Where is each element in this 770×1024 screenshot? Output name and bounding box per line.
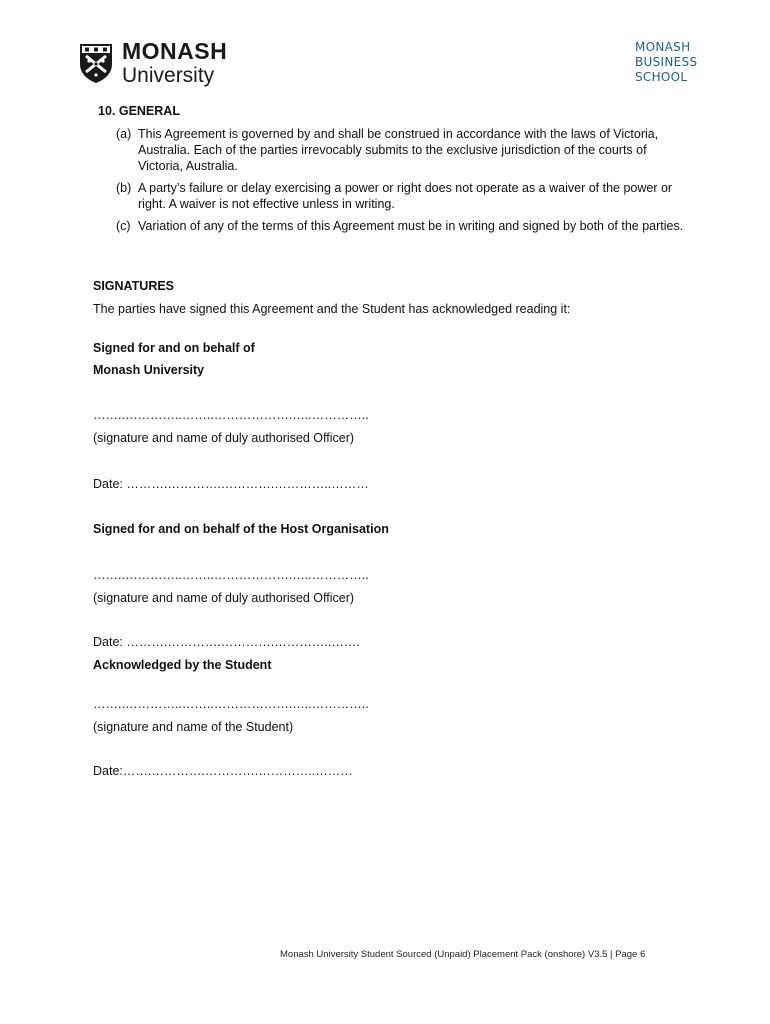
- clause-c: [116, 218, 686, 234]
- student-date-field[interactable]: Date:…….………….………….…………..………: [93, 764, 353, 778]
- logo-monash-text: MONASH: [122, 38, 228, 64]
- monash-signature-caption: (signature and name of duly authorised Officer): [93, 431, 355, 445]
- clause-a: [116, 126, 686, 174]
- monash-crest-icon: [78, 42, 114, 84]
- logo-university-text: University: [122, 64, 215, 87]
- clause-b: [116, 180, 686, 212]
- monash-signature-line[interactable]: ……..…………..……..……………….…..…………..: [93, 408, 369, 422]
- clause-label: (b): [116, 181, 132, 195]
- monash-date-field[interactable]: Date: ……….………….………….…………..………: [93, 477, 369, 491]
- business-school-line1: MONASH: [635, 40, 691, 54]
- monash-university-logo: [78, 40, 227, 86]
- student-acknowledgement-heading: Acknowledged by the Student: [93, 658, 272, 672]
- signatures-intro: The parties have signed this Agreement and the Student has acknowledged reading it:: [93, 302, 571, 316]
- clause-label: (c): [116, 219, 131, 233]
- clause-label: (a): [116, 127, 132, 141]
- host-signature-heading: Signed for and on behalf of the Host Organisation: [93, 522, 389, 536]
- monash-university-label: Monash University: [93, 363, 205, 377]
- clause-text: Variation of any of the terms of this Agreement must be in writing and signed by both of the parties.: [138, 219, 684, 233]
- student-signature-caption: (signature and name of the Student): [93, 720, 294, 734]
- clause-text: A party’s failure or delay exercising a power or right does not operate as a waiver of the power or right. A waiver is not effective unless in writing.: [138, 181, 673, 211]
- host-signature-line[interactable]: ……..…………..……..……………….…..…………..: [93, 568, 369, 582]
- general-heading: 10. GENERAL: [98, 104, 180, 118]
- page-footer: Monash University Student Sourced (Unpaid) Placement Pack (onshore) V3.5 | Page 6: [280, 949, 646, 960]
- host-date-field[interactable]: Date: ……….………….………….…………..…….: [93, 635, 360, 649]
- signatures-heading: SIGNATURES: [93, 279, 175, 293]
- business-school-line3: SCHOOL: [635, 70, 688, 84]
- business-school-line2: BUSINESS: [635, 55, 698, 69]
- student-signature-line[interactable]: ……..…………..……..……………….…..…………..: [93, 697, 369, 711]
- monash-signature-heading: Signed for and on behalf of: [93, 341, 255, 355]
- monash-business-school-logo: [635, 40, 697, 85]
- clause-text: This Agreement is governed by and shall be construed in accordance with the laws of Victoria, Australia. Each of the parties irrevocably submits to the exclusive jurisdiction of the courts of Victoria, Australia.: [138, 127, 659, 173]
- host-signature-caption: (signature and name of duly authorised Officer): [93, 591, 355, 605]
